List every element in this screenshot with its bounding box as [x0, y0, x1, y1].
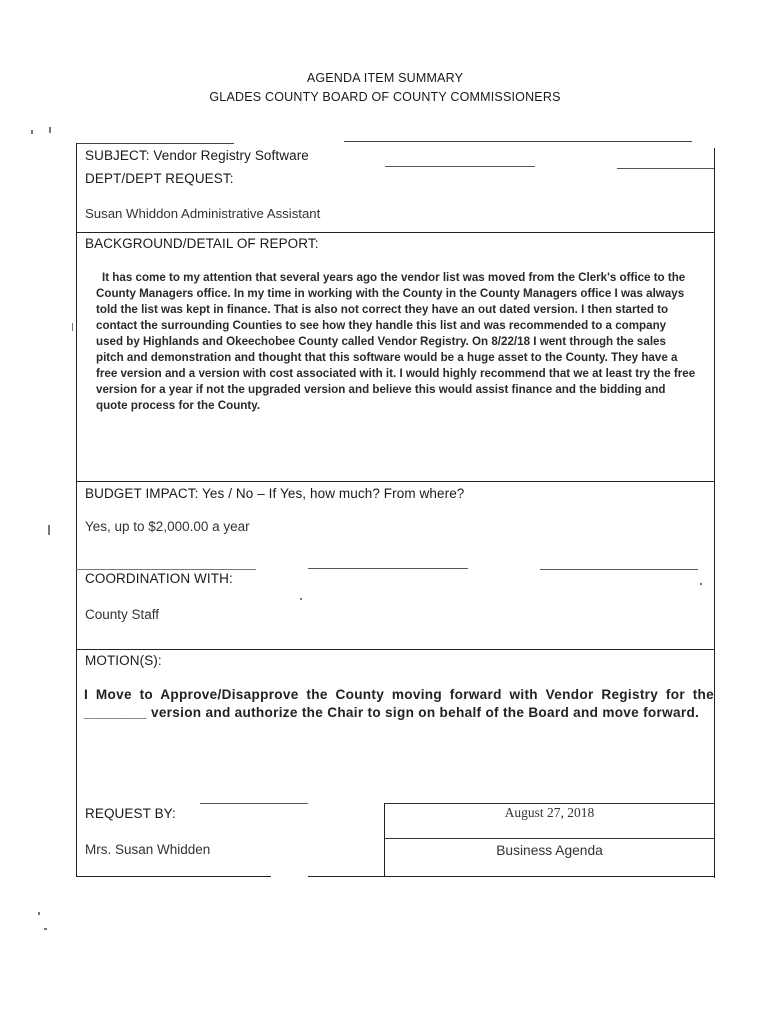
- dept-value: Susan Whiddon Administrative Assistant: [85, 206, 321, 221]
- request-date: August 27, 2018: [504, 805, 595, 820]
- motion-text: I Move to Approve/Disapprove the County moving forward with Vendor Registry for the ________ version and authorize the Chair to sign on behalf of the Board and move forward.: [84, 687, 714, 720]
- coordination-value: County Staff: [85, 607, 160, 622]
- requester-name: Mrs. Susan Whidden: [85, 842, 211, 857]
- background-text: It has come to my attention that several years ago the vendor list was moved from the Clerk's office to the County Managers office. In my time in working with the County in the County Managers office I was always told the list was kept in finance. That is also not correct they have an out dated version. I then started to contact the surrounding Counties to see how they handle this list and was recommended to a company used by Highlands and Okeechobee County called Vendor Registry. On 8/22/18 I went through the sales pitch and demonstration and thought that this software would be a huge asset to the County. They have a free version and a version with cost associated with it. I would highly recommend that we at least try the free version for a year if not the upgraded version and believe this would assist finance and the bidding and quote process for the County.: [96, 271, 696, 412]
- subject-value: Vendor Registry Software: [153, 148, 309, 163]
- coordination-label: COORDINATION WITH:: [85, 571, 233, 586]
- background-label: BACKGROUND/DETAIL OF REPORT:: [85, 236, 319, 251]
- subject-row: [85, 148, 309, 163]
- document-title: AGENDA ITEM SUMMARY: [306, 71, 464, 85]
- board-name: GLADES COUNTY BOARD OF COUNTY COMMISSIONERS: [209, 90, 561, 104]
- motion-label: MOTION(S):: [85, 653, 162, 668]
- subject-label: SUBJECT:: [85, 148, 150, 163]
- request-label: REQUEST BY:: [85, 806, 176, 821]
- dept-label: DEPT/DEPT REQUEST:: [85, 171, 234, 186]
- budget-value: Yes, up to $2,000.00 a year: [85, 519, 250, 534]
- agenda-type: Business Agenda: [496, 843, 603, 858]
- budget-label: BUDGET IMPACT: Yes / No – If Yes, how much? From where?: [85, 486, 465, 501]
